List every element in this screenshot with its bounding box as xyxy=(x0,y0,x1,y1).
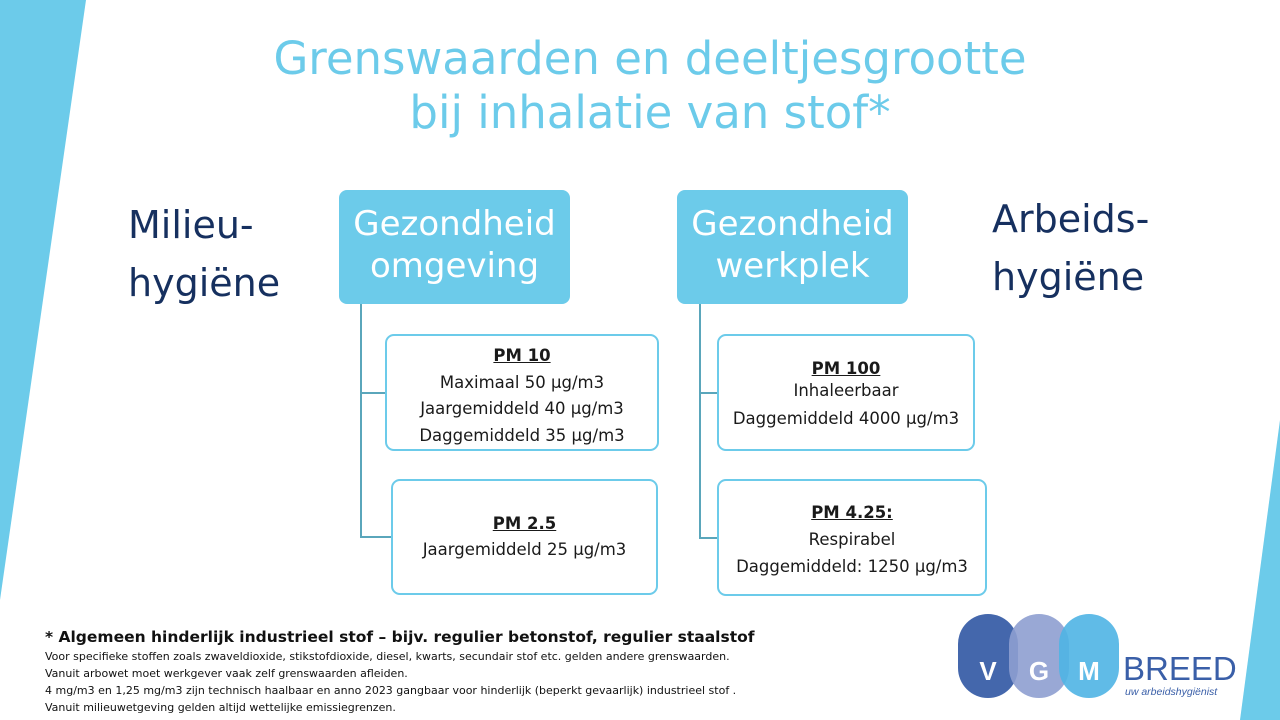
arbeidshygiene-line-1: Arbeids- xyxy=(992,197,1150,241)
title-line-1: Grenswaarden en deeltjesgrootte xyxy=(273,32,1027,85)
connector-left-vertical xyxy=(360,304,362,538)
pm25-code: PM 2.5 xyxy=(492,514,557,533)
header-gezondheid-omgeving xyxy=(339,190,570,304)
footnote-line: Vanuit milieuwetgeving gelden altijd wettelijke emissiegrenzen. xyxy=(45,701,396,714)
header-gezondheid-werkplek xyxy=(677,190,908,304)
pm10-line: Maximaal 50 μg/m3 xyxy=(439,372,605,392)
arbeidshygiene-line-2: hygiëne xyxy=(992,255,1145,299)
pm10-code: PM 10 xyxy=(493,346,551,365)
pm10-box xyxy=(385,334,659,451)
pm100-line: Inhaleerbaar xyxy=(793,381,899,400)
header-werkplek-line-2: werkplek xyxy=(715,246,870,286)
connector-left-to-pm10 xyxy=(360,392,386,394)
connector-right-to-pm425 xyxy=(699,537,718,539)
logo-letter-m: M xyxy=(1078,656,1100,686)
logo-letter-v: V xyxy=(979,656,997,686)
pm25-box xyxy=(391,479,658,595)
vgm-breed-logo xyxy=(958,612,1237,698)
logo-word-breed: BREED xyxy=(1123,650,1237,687)
milieuhygiene-line-1: Milieu- xyxy=(128,203,254,247)
logo-tagline: uw arbeidshygiënist xyxy=(1125,686,1218,698)
pm425-box xyxy=(717,479,987,596)
footnote-main: * Algemeen hinderlijk industrieel stof – bijv. regulier betonstof, regulier staalstof xyxy=(45,628,755,646)
logo-letter-g: G xyxy=(1028,656,1050,686)
pm100-box xyxy=(717,334,975,451)
pm100-line: Daggemiddeld 4000 μg/m3 xyxy=(732,409,960,428)
footnote-line: Voor specifieke stoffen zoals zwaveldioxide, stikstofdioxide, diesel, kwarts, secundair stof etc. gelden andere grenswaarden. xyxy=(45,650,730,663)
pm25-line: Jaargemiddeld 25 μg/m3 xyxy=(422,540,627,559)
header-omgeving-line-2: omgeving xyxy=(369,246,540,286)
milieuhygiene-label xyxy=(128,196,280,312)
pm425-line: Respirabel xyxy=(808,530,896,549)
connector-right-to-pm100 xyxy=(699,392,718,394)
pm425-code: PM 4.25: xyxy=(811,503,893,522)
header-omgeving-line-1: Gezondheid xyxy=(353,204,556,244)
header-werkplek-line-1: Gezondheid xyxy=(691,204,894,244)
pm100-code: PM 100 xyxy=(811,359,881,378)
connector-left-to-pm25 xyxy=(360,536,392,538)
footnote xyxy=(45,626,755,716)
pm425-line: Daggemiddeld: 1250 μg/m3 xyxy=(736,557,968,576)
milieuhygiene-line-2: hygiëne xyxy=(128,261,281,305)
footnote-line: Vanuit arbowet moet werkgever vaak zelf grenswaarden afleiden. xyxy=(45,667,408,680)
footnote-line: 4 mg/m3 en 1,25 mg/m3 zijn technisch haalbaar en anno 2023 gangbaar voor hinderlijk (beperkt gevaarlijk) industrieel stof . xyxy=(45,684,737,697)
arbeidshygiene-label xyxy=(992,190,1149,306)
pm10-line: Daggemiddeld 35 μg/m3 xyxy=(419,425,625,445)
page-title xyxy=(150,32,1150,140)
pm10-line: Jaargemiddeld 40 μg/m3 xyxy=(420,399,624,418)
title-line-2: bij inhalatie van stof* xyxy=(409,86,891,139)
connector-right-vertical xyxy=(699,304,701,539)
